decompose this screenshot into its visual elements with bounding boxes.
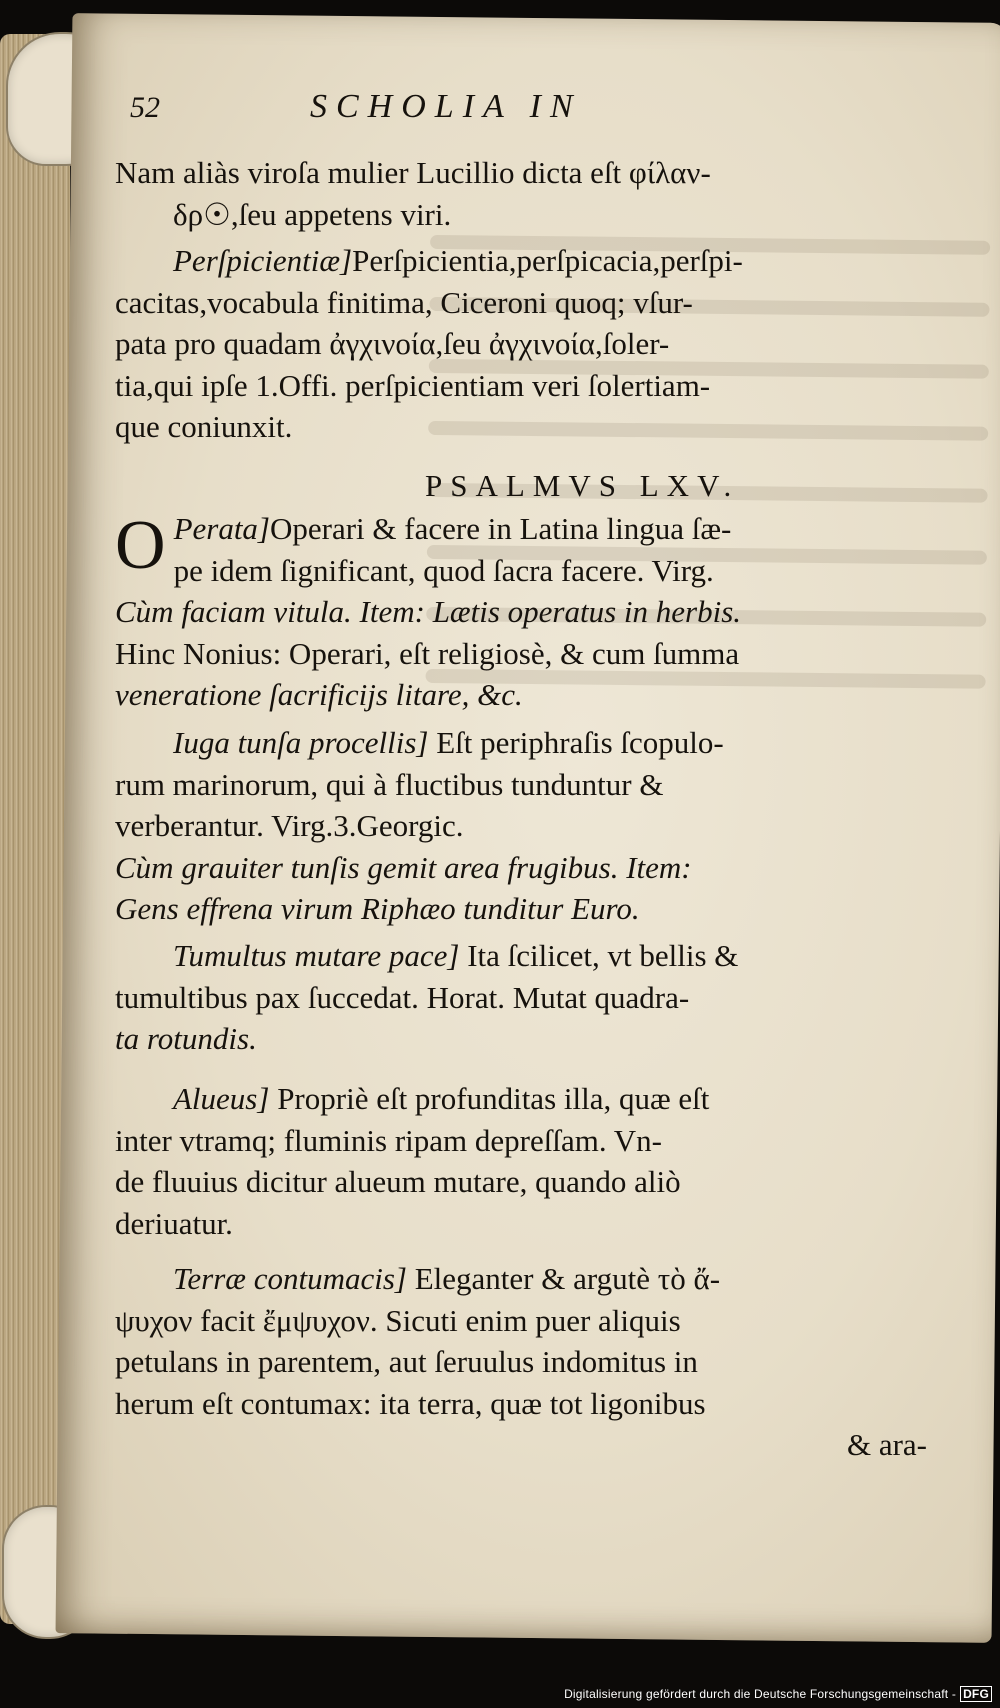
- text-line: Operari & facere in Latina lingua ſæ-: [270, 511, 732, 546]
- psalm-heading: PSALMVS LXV.: [425, 468, 740, 503]
- catchword: & ara-: [846, 1427, 927, 1462]
- lemma: Perſpicientiæ]: [173, 243, 353, 278]
- text-line: Cùm grauiter tunſis gemit area frugibus. Item:: [115, 849, 692, 885]
- text-line: que coniunxit.: [115, 409, 293, 444]
- text-line: deriuatur.: [115, 1205, 233, 1241]
- credit-text: Digitalisierung gefördert durch die Deutsche Forschungsgemeinschaft -: [564, 1687, 957, 1701]
- section-6: [115, 1078, 935, 1244]
- text-line: inter vtramq; fluminis ripam depreſſam. Vn-: [115, 1122, 662, 1158]
- text-line: Hinc Nonius: Operari, eſt religiosè, & cum ſumma: [115, 635, 740, 671]
- text-line: tumultibus pax ſuccedat. Horat. Mutat quadra-: [115, 979, 690, 1015]
- text-line: δρ☉,ſeu appetens viri.: [173, 196, 452, 232]
- text-line: Ita ſcilicet, vt bellis &: [467, 938, 739, 973]
- text-line: pata pro quadam ἀγχινοία,ſeu ἀγχινοία,ſoler-: [115, 326, 670, 361]
- text-line: rum marinorum, qui à fluctibus tunduntur &: [115, 766, 664, 802]
- funding-credit: [564, 1686, 992, 1702]
- lemma: Terræ contumacis]: [173, 1261, 407, 1296]
- text-line: verberantur. Virg.3.Georgic.: [115, 808, 464, 843]
- running-header: [130, 88, 830, 126]
- section-4: [115, 722, 935, 930]
- text-line: Propriè eſt profunditas illa, quæ eſt: [277, 1081, 710, 1116]
- running-title: SCHOLIA IN: [310, 88, 582, 125]
- text-line: de fluuius dicitur alueum mutare, quando aliò: [115, 1164, 681, 1199]
- text-line: pe idem ſignificant, quod ſacra facere. Virg.: [173, 552, 714, 588]
- lemma: Iuga tunſa procellis]: [173, 725, 429, 760]
- text-line: Eſt periphraſis ſcopulo-: [436, 725, 724, 760]
- text-line: herum eſt contumax: ita terra, quæ tot ligonibus: [115, 1385, 706, 1421]
- section-1: [115, 152, 935, 235]
- text-line: veneratione ſacrificijs litare, &c.: [115, 677, 523, 712]
- text-line: tia,qui ipſe 1.Offi. perſpicientiam veri ſolertiam-: [115, 367, 711, 403]
- lemma: Alueus]: [173, 1081, 270, 1116]
- text-line: ta rotundis.: [115, 1021, 257, 1056]
- text-line: Eleganter & argutè τὸ ἄ-: [414, 1261, 721, 1296]
- text-line: Cùm faciam vitula. Item: Lætis operatus in herbis.: [115, 594, 742, 629]
- dfg-logo: DFG: [960, 1686, 992, 1702]
- section-5: [115, 935, 935, 1060]
- text-line: Nam aliàs viroſa mulier Lucillio dicta eſt φίλαν-: [115, 155, 711, 190]
- text-line: cacitas,vocabula finitima, Ciceroni quoq; vſur-: [115, 284, 693, 320]
- lemma: Tumultus mutare pace]: [173, 938, 460, 973]
- page-number: 52: [130, 91, 160, 124]
- text-line: Perſpicientia,perſpicacia,perſpi-: [352, 243, 743, 278]
- text-line: petulans in parentem, aut ſeruulus indomitus in: [115, 1344, 698, 1379]
- drop-cap: O: [115, 507, 166, 584]
- section-2: [115, 240, 935, 448]
- section-3: [115, 508, 935, 716]
- text-line: ψυχον facit ἔμψυχον. Sicuti enim puer aliquis: [115, 1302, 681, 1338]
- section-7: [115, 1258, 935, 1466]
- text-line: Gens effrena virum Riphæo tunditur Euro.: [115, 891, 640, 926]
- lemma: Perata]: [173, 511, 270, 546]
